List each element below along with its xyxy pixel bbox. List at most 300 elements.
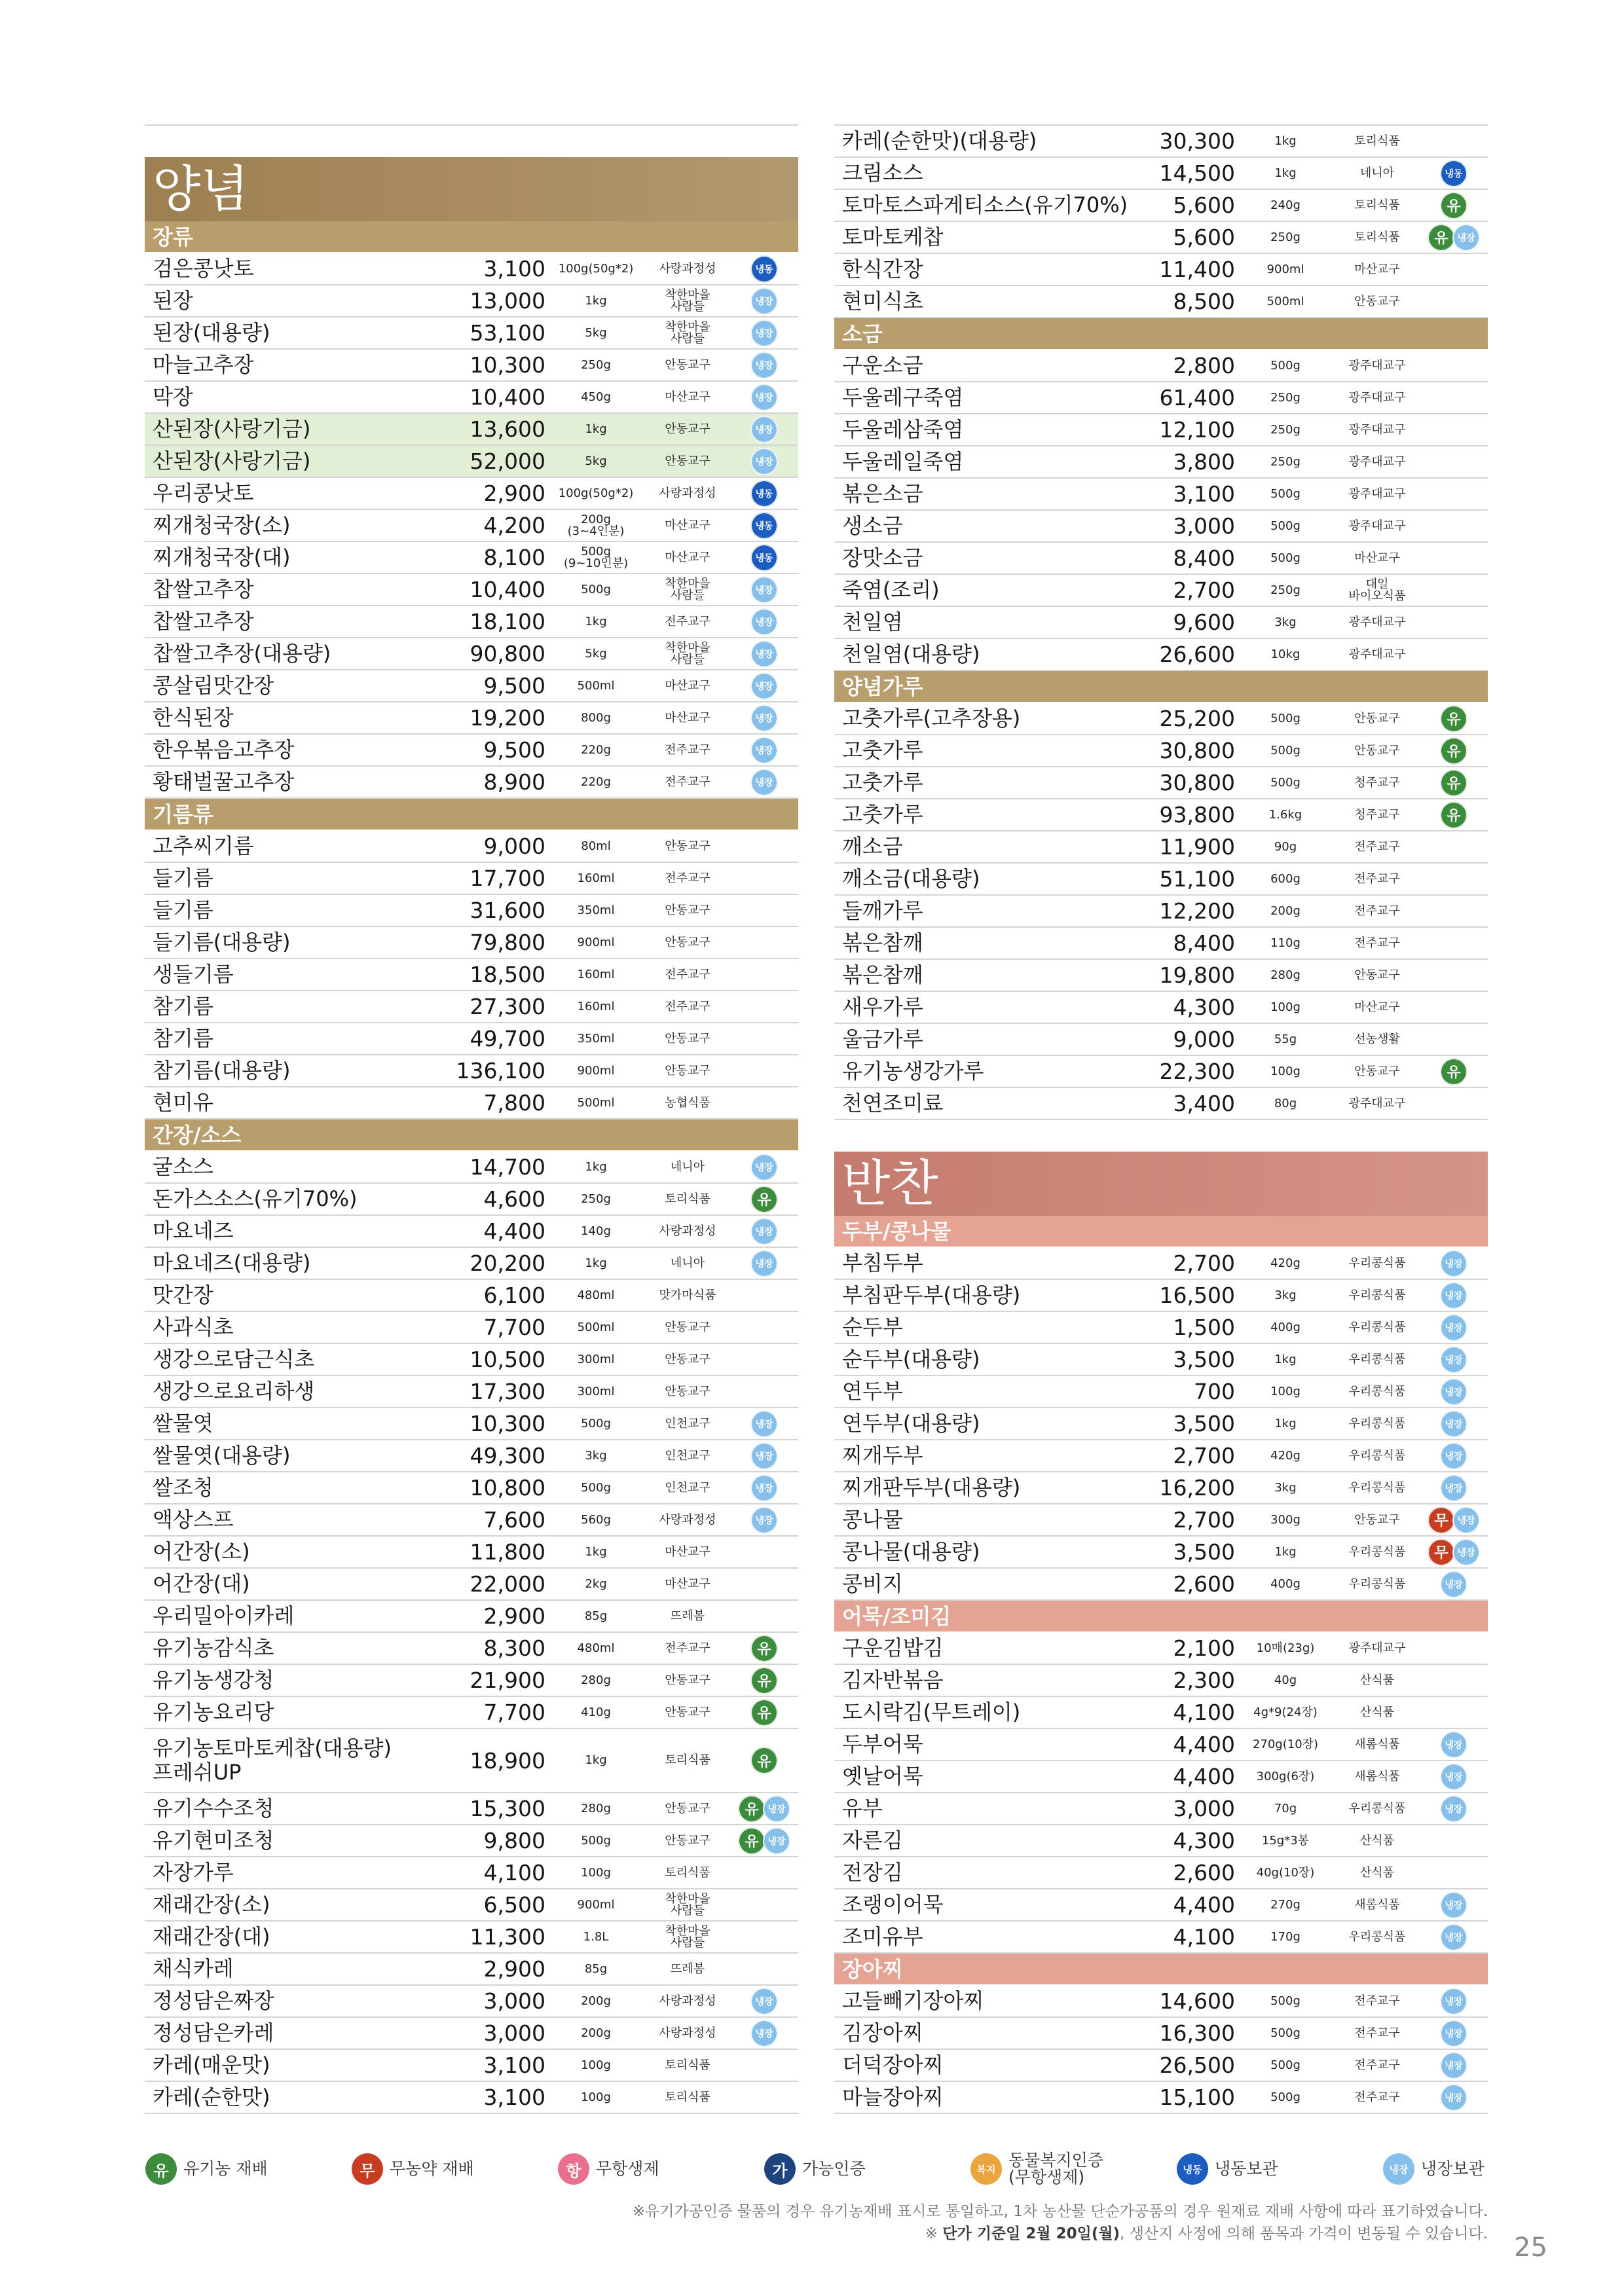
- product-price: 6,100: [483, 1283, 545, 1308]
- product-producer: 우리콩식품: [1348, 1288, 1406, 1302]
- organic-icon: 유: [1428, 224, 1455, 251]
- product-badges: [725, 1216, 803, 1247]
- product-price: 14,700: [470, 1154, 545, 1180]
- product-producer: 안동교구: [665, 1320, 710, 1334]
- product-producer: 산식품: [1359, 1705, 1395, 1719]
- product-producer: 안동교구: [665, 1384, 710, 1398]
- product-unit: 450g: [581, 390, 611, 404]
- product-name: 유기수수조청: [153, 1796, 274, 1821]
- product-price: 3,500: [1173, 1347, 1235, 1372]
- antibiotic-free-icon: 항: [558, 2153, 589, 2185]
- legend-item: [1383, 2153, 1589, 2185]
- product-producer: 안동교구: [1354, 743, 1400, 757]
- category-header: [834, 1601, 1488, 1633]
- product-unit: 500ml: [577, 1320, 615, 1334]
- product-price: 3,500: [1173, 1539, 1235, 1565]
- product-row: [834, 896, 1488, 928]
- product-price: 3,000: [1173, 513, 1235, 539]
- product-name: 우리밀아이카레: [153, 1603, 295, 1629]
- refrigerated-icon: 냉장: [750, 640, 778, 668]
- product-name: 고춧가루: [842, 738, 923, 763]
- product-price: 2,900: [483, 1956, 545, 1982]
- product-name: 콩비지: [842, 1571, 903, 1597]
- product-row: [145, 1922, 798, 1954]
- section-title: 양념: [153, 160, 249, 218]
- product-unit: 500g: [1270, 1994, 1301, 2008]
- product-unit: 350ml: [577, 903, 615, 917]
- product-name: 울금가루: [842, 1027, 923, 1052]
- product-name: 김자반볶음: [842, 1667, 944, 1693]
- refrigerated-icon: 냉장: [1440, 1442, 1467, 1470]
- product-unit: 280g: [1270, 968, 1301, 982]
- product-unit: 500g: [1270, 486, 1301, 501]
- product-name: 찌개두부: [842, 1443, 923, 1468]
- product-name: 천일염: [842, 610, 903, 635]
- product-name: 순두부: [842, 1315, 903, 1340]
- product-row: [145, 1280, 798, 1312]
- refrigerated-icon: 냉장: [750, 384, 778, 411]
- product-unit: 100g: [581, 2058, 611, 2072]
- product-producer: 전주교구: [1354, 2026, 1400, 2040]
- product-unit: 100g(50g*2): [558, 261, 634, 276]
- product-row: [145, 1184, 798, 1216]
- product-row: [834, 928, 1488, 960]
- product-row: [145, 1087, 798, 1120]
- product-unit: 5kg: [585, 646, 607, 661]
- product-producer: 마산교구: [665, 710, 710, 725]
- legend-item: [145, 2153, 352, 2185]
- product-badges: [1414, 1408, 1493, 1439]
- product-badges: [1414, 703, 1493, 734]
- product-price: 7,700: [483, 1315, 545, 1340]
- product-price: 8,900: [483, 769, 545, 795]
- product-badges: [1414, 735, 1493, 766]
- product-badges: [1414, 286, 1493, 317]
- product-name: 새우가루: [842, 994, 923, 1020]
- product-producer: 우리콩식품: [1348, 1801, 1406, 1815]
- product-producer: 토리식품: [665, 2058, 710, 2072]
- legend-label: 가능인증: [802, 2159, 866, 2178]
- product-name: 조랭이어묵: [842, 1892, 944, 1918]
- frozen-icon: 냉동: [1440, 160, 1467, 187]
- product-name: 정성담은카레: [153, 2020, 274, 2046]
- product-name: 생들기름: [153, 962, 234, 987]
- product-row: [145, 1857, 798, 1889]
- product-row: [834, 767, 1488, 799]
- product-producer: 안동교구: [665, 1031, 710, 1046]
- product-price: 4,400: [1173, 1732, 1235, 1757]
- product-producer: 네니아: [670, 1159, 705, 1174]
- product-producer: 뜨레봄: [670, 1609, 705, 1623]
- refrigerated-icon: 냉장: [1440, 1410, 1467, 1438]
- product-row: [834, 1633, 1488, 1665]
- product-unit: 280g: [581, 1673, 611, 1687]
- product-price: 2,600: [1173, 1571, 1235, 1597]
- product-name: 마늘장아찌: [842, 2085, 944, 2110]
- product-unit: 250g: [1270, 454, 1301, 469]
- product-price: 18,900: [470, 1747, 545, 1774]
- product-group: [145, 1120, 798, 2114]
- product-producer: 안동교구: [1354, 1512, 1400, 1527]
- product-badges: [725, 959, 803, 990]
- product-price: 61,400: [1159, 385, 1235, 410]
- refrigerated-icon: 냉장: [750, 416, 778, 443]
- product-row: [145, 574, 798, 606]
- product-price: 10,400: [470, 577, 545, 602]
- product-badges: [725, 767, 803, 797]
- product-unit: 200g (3~4인분): [567, 512, 625, 538]
- product-unit: 1.6kg: [1268, 807, 1302, 822]
- product-producer: 안동교구: [665, 1833, 710, 1848]
- product-name: 된장: [153, 288, 193, 314]
- product-name: 들깨가루: [842, 898, 923, 924]
- footnote-prefix: ※: [925, 2225, 943, 2242]
- product-price: 9,800: [483, 1828, 545, 1853]
- product-unit: 300ml: [577, 1352, 615, 1366]
- product-badges: [725, 446, 803, 477]
- product-row: [834, 1825, 1488, 1857]
- product-unit: 500g: [581, 582, 611, 596]
- frozen-icon: 냉동: [750, 480, 778, 507]
- product-row: [145, 895, 798, 927]
- product-name: 고추씨기름: [153, 833, 254, 859]
- product-producer: 우리콩식품: [1348, 1448, 1406, 1463]
- refrigerated-icon: 냉장: [750, 672, 778, 700]
- product-name: 맛간장: [153, 1283, 213, 1308]
- product-row: [834, 414, 1488, 446]
- refrigerated-icon: 냉장: [1440, 1891, 1467, 1919]
- refrigerated-icon: 냉장: [750, 319, 778, 347]
- product-producer: 광주대교구: [1348, 519, 1406, 533]
- product-badges: [1414, 1857, 1493, 1888]
- product-badges: [1414, 1312, 1493, 1343]
- product-producer: 새롬식품: [1354, 1897, 1400, 1912]
- product-price: 30,800: [1159, 770, 1235, 795]
- product-name: 생강으로요리하생: [153, 1379, 315, 1404]
- product-row: [834, 607, 1488, 639]
- product-row: [145, 446, 798, 478]
- product-producer: 안동교구: [665, 935, 710, 949]
- organic-icon: 유: [1440, 192, 1467, 219]
- product-price: 15,100: [1159, 2085, 1235, 2110]
- product-unit: 200g: [1270, 903, 1301, 918]
- product-badges: [725, 702, 803, 733]
- product-badges: [725, 1248, 803, 1279]
- product-group: [834, 671, 1488, 1120]
- product-name: 현미식초: [842, 289, 923, 314]
- product-unit: 90g: [1274, 839, 1297, 854]
- product-producer: 안동교구: [665, 903, 710, 917]
- refrigerated-icon: 냉장: [1440, 1474, 1467, 1502]
- product-name: 산된장(사랑기금): [153, 416, 311, 442]
- product-unit: 270g(10장): [1252, 1737, 1319, 1751]
- product-unit: 800g: [581, 710, 611, 725]
- product-badges: [725, 1922, 803, 1952]
- product-unit: 55g: [1274, 1032, 1297, 1046]
- product-producer: 착한마을 사람들: [665, 640, 710, 666]
- product-badges: [1414, 1280, 1493, 1311]
- product-name: 두부어묵: [842, 1732, 923, 1757]
- product-row: [834, 1440, 1488, 1472]
- product-badges: [1414, 382, 1493, 413]
- product-badges: [725, 1857, 803, 1888]
- product-badges: [725, 1793, 803, 1824]
- refrigerated-icon: 냉장: [1440, 1795, 1467, 1823]
- organic-icon: 유: [1440, 737, 1467, 765]
- product-name: 액상스프: [153, 1507, 234, 1533]
- product-row: [834, 575, 1488, 607]
- product-name: 유기현미조청: [153, 1828, 274, 1853]
- product-badges: [1414, 190, 1493, 221]
- product-unit: 480ml: [577, 1288, 615, 1302]
- product-price: 7,600: [483, 1507, 545, 1533]
- product-unit: 1kg: [1274, 1416, 1297, 1430]
- product-name: 된장(대용량): [153, 320, 270, 346]
- product-row: [834, 1024, 1488, 1056]
- product-name: 도시락김(무트레이): [842, 1700, 1021, 1725]
- product-row: [145, 1344, 798, 1376]
- product-price: 11,400: [1159, 257, 1235, 282]
- product-row: [145, 1440, 798, 1472]
- product-unit: 10kg: [1270, 647, 1301, 661]
- product-unit: 40g(10장): [1256, 1865, 1315, 1880]
- product-price: 2,800: [1173, 353, 1235, 378]
- product-badges: [725, 927, 803, 958]
- product-unit: 100g: [1270, 1000, 1301, 1014]
- product-price: 52,000: [470, 448, 545, 474]
- product-price: 10,500: [470, 1347, 545, 1372]
- product-row: [834, 1344, 1488, 1376]
- product-row: [834, 1376, 1488, 1408]
- product-unit: 480ml: [577, 1641, 615, 1655]
- price-list-right-column: [834, 124, 1488, 2114]
- product-price: 3,000: [483, 1988, 545, 2014]
- product-badges: [1414, 1376, 1493, 1407]
- product-name: 고춧가루: [842, 770, 923, 795]
- product-badges: [1414, 350, 1493, 381]
- product-row: [145, 350, 798, 382]
- product-unit: 600g: [1270, 871, 1301, 886]
- product-producer: 사랑과정성: [659, 486, 716, 500]
- organic-icon: 유: [1440, 705, 1467, 733]
- product-row: [145, 1216, 798, 1248]
- product-name: 콩나물: [842, 1507, 903, 1533]
- product-row: [145, 2050, 798, 2082]
- product-name: 조미유부: [842, 1924, 923, 1950]
- organic-icon: 유: [1440, 1058, 1467, 1085]
- refrigerated-icon: 냉장: [1452, 224, 1480, 251]
- product-producer: 토리식품: [1354, 134, 1400, 148]
- product-price: 4,300: [1173, 1828, 1235, 1853]
- product-badges: [1414, 414, 1493, 445]
- product-producer: 사랑과정성: [659, 1994, 716, 2008]
- refrigerated-icon: 냉장: [1440, 2084, 1467, 2111]
- certified-icon: 가: [764, 2153, 796, 2185]
- product-price: 19,200: [470, 705, 545, 731]
- product-price: 2,300: [1173, 1667, 1235, 1693]
- product-badges: [725, 1954, 803, 1984]
- product-badges: [1414, 1088, 1493, 1119]
- product-group: [834, 1601, 1488, 1954]
- product-badges: [725, 863, 803, 894]
- product-row: [834, 382, 1488, 414]
- product-price: 90,800: [470, 641, 545, 666]
- refrigerated-icon: 냉장: [1440, 1250, 1467, 1277]
- product-price: 6,500: [483, 1892, 545, 1918]
- product-unit: 80g: [1274, 1096, 1297, 1110]
- refrigerated-icon: 냉장: [750, 1442, 778, 1470]
- product-name: 카레(순한맛)(대용량): [842, 128, 1037, 154]
- product-price: 3,100: [483, 2052, 545, 2078]
- product-unit: 560g: [581, 1512, 611, 1527]
- product-name: 쌀물엿: [153, 1411, 213, 1436]
- product-badges: [1414, 831, 1493, 862]
- product-price: 9,500: [483, 737, 545, 763]
- product-row: [834, 190, 1488, 222]
- legend-label: 유기농 재배: [183, 2159, 268, 2178]
- product-unit: 500ml: [577, 678, 615, 693]
- organic-icon: 유: [750, 1699, 778, 1726]
- product-badges: [725, 1344, 803, 1375]
- product-name: 산된장(사랑기금): [153, 448, 311, 474]
- product-name: 들기름: [153, 898, 213, 923]
- organic-icon: 유: [1440, 801, 1467, 829]
- frozen-icon: 냉동: [1177, 2153, 1208, 2185]
- product-badges: [725, 2082, 803, 2113]
- product-price: 2,900: [483, 481, 545, 506]
- product-row: [145, 318, 798, 350]
- product-badges: [1414, 1344, 1493, 1375]
- product-badges: [725, 1152, 803, 1182]
- product-row: [145, 735, 798, 767]
- product-unit: 300ml: [577, 1384, 615, 1398]
- product-badges: [1414, 575, 1493, 606]
- refrigerated-icon: 냉장: [750, 448, 778, 475]
- product-name: 카레(순한맛): [153, 2085, 270, 2110]
- product-unit: 140g: [581, 1224, 611, 1238]
- product-price: 30,800: [1159, 738, 1235, 763]
- product-name: 옛날어묵: [842, 1764, 923, 1789]
- product-producer: 청주교구: [1354, 807, 1400, 822]
- legend-item: [764, 2153, 970, 2185]
- product-group: [834, 1152, 1488, 1601]
- product-badges: [1414, 1633, 1493, 1664]
- product-name: 연두부(대용량): [842, 1411, 980, 1436]
- product-price: 12,200: [1159, 898, 1235, 924]
- product-producer: 토리식품: [665, 1865, 710, 1880]
- product-unit: 500g: [1270, 2090, 1301, 2104]
- product-badges: [725, 1087, 803, 1118]
- product-badges: [725, 606, 803, 637]
- organic-icon: 유: [750, 1635, 778, 1662]
- product-row: [145, 382, 798, 414]
- product-unit: 500ml: [1266, 294, 1304, 308]
- product-price: 5,600: [1173, 192, 1235, 218]
- product-badges: [725, 831, 803, 862]
- pesticide-free-icon: 무: [352, 2153, 383, 2185]
- product-name: 찹쌀고추장: [153, 577, 254, 602]
- refrigerated-icon: 냉장: [750, 2020, 778, 2047]
- product-row: [834, 1761, 1488, 1793]
- legend-label: 동물복지인증 (무항생제): [1008, 2150, 1103, 2187]
- product-name: 콩나물(대용량): [842, 1539, 980, 1565]
- product-name: 두울레일죽염: [842, 449, 964, 475]
- product-unit: 220g: [581, 774, 611, 789]
- product-badges: [725, 638, 803, 669]
- animal-welfare-icon: 복지: [970, 2153, 1002, 2185]
- refrigerated-icon: 냉장: [750, 1410, 778, 1438]
- product-producer: 전주교구: [1354, 871, 1400, 886]
- product-badges: [1414, 1569, 1493, 1599]
- product-name: 찌개청국장(소): [153, 513, 291, 538]
- product-badges: [725, 1986, 803, 2016]
- product-producer: 전주교구: [665, 871, 710, 885]
- product-row: [145, 478, 798, 510]
- product-row: [145, 1697, 798, 1729]
- product-price: 49,700: [470, 1026, 545, 1051]
- product-unit: 100g: [581, 2090, 611, 2104]
- product-unit: 5kg: [585, 454, 607, 468]
- product-row: [834, 1922, 1488, 1954]
- product-badges: [725, 1889, 803, 1920]
- product-name: 한식간장: [842, 257, 923, 282]
- product-row: [145, 1152, 798, 1184]
- product-price: 20,200: [470, 1250, 545, 1276]
- product-unit: 1kg: [585, 1753, 607, 1767]
- product-row: [834, 222, 1488, 254]
- product-name: 순두부(대용량): [842, 1347, 980, 1372]
- product-badges: [725, 1023, 803, 1054]
- frozen-icon: 냉동: [750, 255, 778, 283]
- refrigerated-icon: 냉장: [1440, 2052, 1467, 2079]
- product-badges: [725, 1537, 803, 1567]
- product-price: 2,600: [1173, 1860, 1235, 1886]
- product-name: 유기농요리당: [153, 1700, 274, 1725]
- product-price: 8,300: [483, 1635, 545, 1661]
- product-unit: 10매(23g): [1256, 1641, 1315, 1655]
- product-producer: 토리식품: [665, 1753, 710, 1767]
- product-price: 11,300: [470, 1924, 545, 1950]
- product-unit: 900ml: [1266, 262, 1304, 276]
- product-price: 3,800: [1173, 449, 1235, 475]
- product-producer: 안동교구: [665, 1352, 710, 1366]
- product-producer: 안동교구: [1354, 294, 1400, 308]
- product-unit: 500g: [1270, 775, 1301, 790]
- product-unit: 3kg: [1274, 1480, 1297, 1495]
- product-price: 7,700: [483, 1700, 545, 1725]
- product-price: 136,100: [456, 1058, 545, 1084]
- footnote-price-date-bold: 단가 기준일 2월 20일(월): [942, 2225, 1120, 2242]
- product-badges: [1414, 1761, 1493, 1792]
- product-row: [834, 1312, 1488, 1344]
- product-unit: 270g: [1270, 1897, 1301, 1912]
- product-row: [834, 254, 1488, 286]
- refrigerated-icon: 냉장: [1440, 1923, 1467, 1951]
- category-header: [145, 221, 798, 253]
- product-price: 18,100: [470, 609, 545, 634]
- product-producer: 안동교구: [1354, 1064, 1400, 1078]
- product-producer: 착한마을 사람들: [665, 319, 710, 346]
- product-unit: 500g: [581, 1480, 611, 1495]
- product-price: 4,100: [483, 1860, 545, 1886]
- product-badges: [1414, 1024, 1493, 1055]
- product-price: 1,500: [1173, 1315, 1235, 1340]
- product-price: 3,100: [483, 2085, 545, 2110]
- product-row: [834, 2082, 1488, 2114]
- product-unit: 160ml: [577, 999, 615, 1013]
- product-price: 3,400: [1173, 1091, 1235, 1116]
- product-badges: [1414, 1697, 1493, 1728]
